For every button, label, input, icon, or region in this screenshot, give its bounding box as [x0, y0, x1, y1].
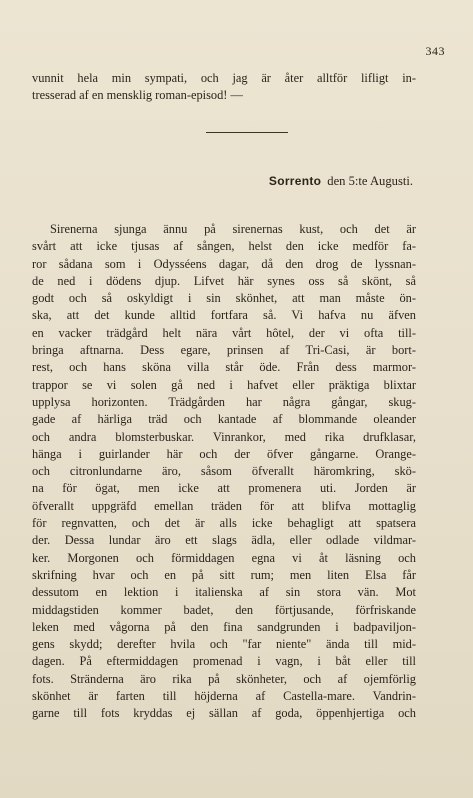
section-heading: [269, 174, 413, 189]
text-line: upplysa horizonten. Trädgården har några gångar, skug-: [32, 394, 416, 409]
text-line: ska, att det kunde alltid fortfara så. Vi hafva nu äfven: [32, 308, 416, 323]
text-line: ker. Morgonen och förmiddagen egna vi åt läsning och: [32, 550, 416, 565]
text-line: dagen. På eftermiddagen promenad i vagn, i båt eller till: [32, 654, 416, 669]
heading-place: Sorrento: [268, 174, 322, 188]
text-line: dessutom en lektion i italienska af sin stora vän. Mot: [32, 585, 416, 600]
text-line: tresserad af en mensklig roman-episod! —: [32, 88, 243, 103]
text-line: öfverallt uppgräfd emellan träden för att blifva mottaglig: [32, 498, 416, 513]
page-number: 343: [425, 44, 445, 58]
text-line: Sirenerna sjunga ännu på sirenernas kust, och det är: [50, 222, 416, 236]
text-line: garne till fots kryddas ej sällan af goda, öppenhjertiga och: [32, 706, 416, 721]
text-line: leken med vågorna på den fina sandgrunden i badpaviljon-: [32, 619, 416, 634]
text-line: fots. Stränderna äro rika på skönheter, och af ojemförlig: [32, 671, 416, 686]
text-line: ror sådana som i Odysséens dagar, då den drog de lyssnan-: [32, 256, 416, 271]
text-line: godt och så oskyldigt i sin skönhet, att man måste ön-: [32, 291, 416, 306]
text-line: hänga i guirlander här och der öfver gångarne. Orange-: [32, 446, 416, 461]
section-divider: [206, 132, 288, 133]
text-line: en vacker trädgård helt nära vårt hôtel, der vi ofta till-: [32, 325, 416, 340]
text-line: gade af härliga träd och kantade af blommande oleander: [32, 412, 416, 427]
text-line: de ned i dödens djup. Lifvet här synes oss så skönt, så: [32, 273, 416, 288]
text-line: middagstiden kommer badet, den förtjusande, förfriskande: [32, 602, 416, 617]
text-line: skrifning hvar och en på sitt rum; men liten Elsa får: [32, 567, 416, 582]
body-paragraph: [32, 221, 416, 723]
text-line: der. Dessa lundar äro ett slags ädla, eller odlade vildmar-: [32, 533, 416, 548]
text-line: vunnit hela min sympati, och jag är åter alltför lifligt in-: [32, 71, 416, 85]
intro-paragraph: [32, 70, 416, 105]
text-line: trappor se vi solen gå ned i hafvet eller präktiga blixtar: [32, 377, 416, 392]
heading-date: den 5:te Augusti.: [327, 174, 413, 188]
text-line: na för ögat, men icke att promenera uti. Jorden är: [32, 481, 416, 496]
text-line: för regnvatten, och det är alls icke behagligt att spatsera: [32, 516, 416, 531]
text-line: och citronlundarne äro, såsom öfverallt häromkring, skö-: [32, 464, 416, 479]
text-line: och andra blomsterbuskar. Vinrankor, med rika drufklasar,: [32, 429, 416, 444]
text-line: bringa aftnarna. Dess egare, prinsen af Tri-Casi, är bort-: [32, 343, 416, 358]
text-line: gens skydd; derefter hvila och "far niente" ända till mid-: [32, 637, 416, 652]
text-line: svårt att icke tjusas af sången, helst den icke medför fa-: [32, 239, 416, 254]
text-line: skönhet är farten till höjderna af Castella-mare. Vandrin-: [32, 689, 416, 704]
text-line: rest, och hans sköna villa står öde. Från dess marmor-: [32, 360, 416, 375]
